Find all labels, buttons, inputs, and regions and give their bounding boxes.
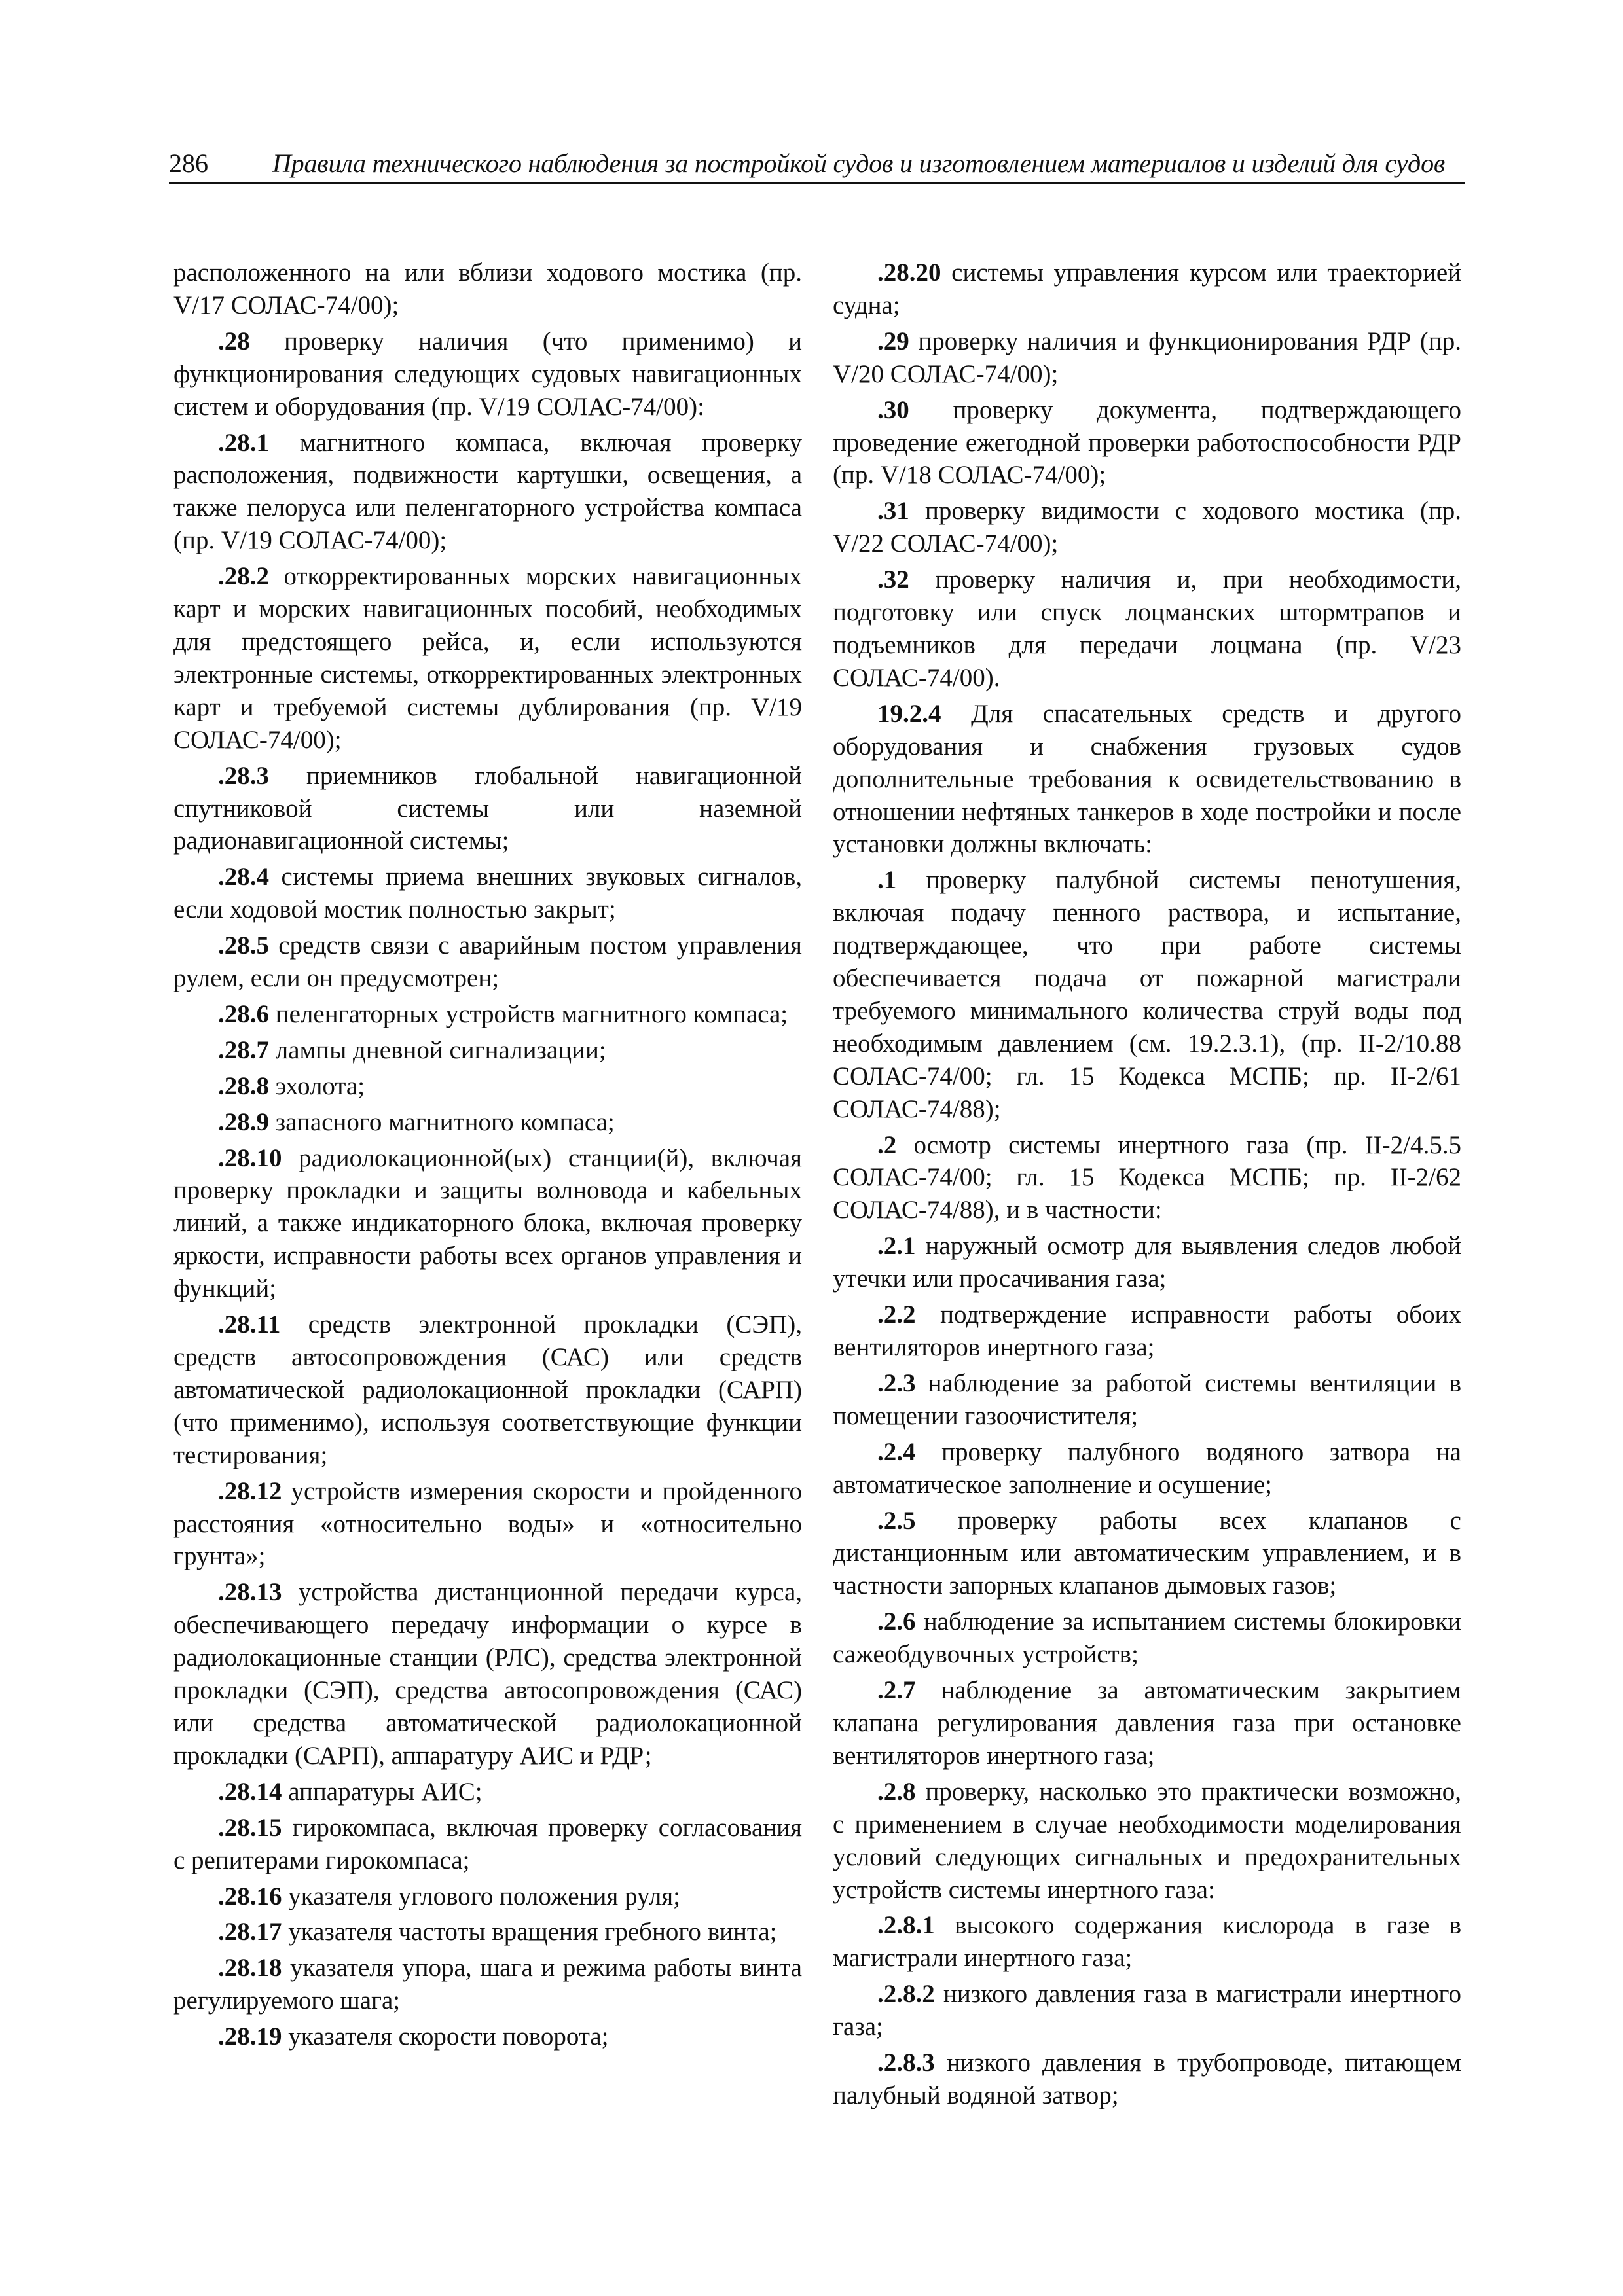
clause-number: .2.8.1 (877, 1911, 935, 1940)
paragraph (173, 1576, 802, 1772)
clause-text: средств электронной прокладки (СЭП), средств автосопровождения (САС) или средств автоматической радиолокационной прокладки (САРП) (что применимо), используя соответствующие функции тестирования; (173, 1310, 802, 1469)
paragraph (833, 394, 1461, 492)
clause-text: наблюдение за испытанием системы блокировки сажеобдувочных устройств; (833, 1607, 1461, 1669)
clause-number: .28.5 (218, 931, 269, 960)
clause-text: радиолокационной(ых) станции(й), включая проверку прокладки и защиты волновода и кабельных линий, а также индикаторного блока, включая проверку яркости, исправности работы всех органов управления и функций; (173, 1143, 802, 1303)
clause-text: указателя углового положения руля; (282, 1882, 681, 1910)
clause-text: проверку наличия (что применимо) и функционирования следующих судовых навигационных систем и оборудования (пр. V/19 СОЛАС-74/00): (173, 327, 802, 421)
clause-number: .28.6 (218, 999, 269, 1028)
clause-number: 19.2.4 (877, 699, 941, 728)
paragraph (833, 698, 1461, 861)
clause-text: проверку, насколько это практически возможно, с применением в случае необходимости моделирования условий следующих сигнальных и предохранительных устройств системы инертного газа: (833, 1777, 1461, 1904)
clause-text: проверку документа, подтверждающего проведение ежегодной проверки работоспособности РДР (пр. V/18 СОЛАС-74/00); (833, 395, 1461, 490)
clause-number: .2.8.3 (877, 2049, 935, 2077)
clause-number: .2.6 (877, 1607, 916, 1636)
paragraph (173, 1142, 802, 1306)
clause-number: .28.13 (218, 1578, 282, 1607)
clause-number: .30 (877, 395, 909, 424)
clause-number: .28.8 (218, 1071, 269, 1100)
clause-text: проверку наличия и, при необходимости, подготовку или спуск лоцманских штормтрапов и подъемников для передачи лоцмана (пр. V/23 СОЛАС-74/00). (833, 565, 1461, 692)
clause-text: Для спасательных средств и другого оборудования и снабжения грузовых судов дополнительные требования к освидетельствованию в отношении нефтяных танкеров в ходе постройки и после установки должны включать: (833, 699, 1461, 859)
clause-text: осмотр системы инертного газа (пр. II-2/4.5.5 СОЛАС-74/00; гл. 15 Кодекса МСПБ; пр. II-2/62 СОЛАС-74/88), и в частности: (833, 1130, 1461, 1225)
clause-number: .2.2 (877, 1300, 916, 1329)
clause-text: устройств измерения скорости и пройденного расстояния «относительно воды» и «относительно грунта»; (173, 1477, 802, 1571)
clause-number: .2.8.2 (877, 1980, 935, 2009)
clause-text: проверку наличия и функционирования РДР (пр. V/20 СОЛАС-74/00); (833, 327, 1461, 388)
clause-number: .32 (877, 565, 909, 594)
clause-text: средств связи с аварийным постом управления рулем, если он предусмотрен; (173, 931, 802, 993)
clause-number: .28.19 (218, 2022, 282, 2051)
paragraph (173, 1070, 802, 1103)
clause-number: .28.11 (218, 1310, 281, 1339)
paragraph (173, 427, 802, 558)
paragraph (173, 1916, 802, 1948)
paragraph (833, 2047, 1461, 2112)
clause-number: .28.7 (218, 1035, 269, 1064)
clause-text: наблюдение за автоматическим закрытием клапана регулирования давления газа при остановке вентиляторов инертного газа; (833, 1676, 1461, 1770)
paragraph (173, 861, 802, 926)
clause-text: проверку палубного водяного затвора на автоматическое заполнение и осушение; (833, 1437, 1461, 1499)
paragraph (833, 1776, 1461, 1907)
clause-number: .28.3 (218, 761, 269, 790)
clause-number: .2.4 (877, 1437, 916, 1466)
clause-text: наружный осмотр для выявления следов любой утечки или просачивания газа; (833, 1232, 1461, 1293)
paragraph (833, 1909, 1461, 1975)
clause-text: указателя скорости поворота; (282, 2022, 609, 2051)
clause-number: .28.16 (218, 1882, 282, 1910)
paragraph (173, 325, 802, 423)
paragraph (173, 1308, 802, 1472)
clause-text: гирокомпаса, включая проверку согласования с репитерами гирокомпаса; (173, 1813, 802, 1874)
paragraph (833, 1129, 1461, 1227)
clause-text: низкого давления газа в магистрали инертного газа; (833, 1980, 1461, 2041)
clause-number: .2.8 (877, 1777, 916, 1806)
paragraph (173, 1880, 802, 1913)
paragraph (173, 1776, 802, 1808)
paragraph (173, 1812, 802, 1877)
clause-text: приемников глобальной навигационной спутниковой системы или наземной радионавигационной системы; (173, 761, 802, 855)
clause-text: низкого давления в трубопроводе, питающем палубный водяной затвор; (833, 2049, 1461, 2109)
paragraph (833, 1436, 1461, 1501)
clause-number: .2.1 (877, 1232, 916, 1261)
clause-text: указателя частоты вращения гребного винта; (282, 1918, 777, 1946)
paragraph (833, 1299, 1461, 1364)
clause-text: эхолота; (269, 1071, 365, 1100)
paragraph (833, 564, 1461, 694)
clause-text: магнитного компаса, включая проверку расположения, подвижности картушки, освещения, а также пелоруса или пеленгаторного устройства компаса (пр. V/19 СОЛАС-74/00); (173, 428, 802, 555)
paragraph (833, 1505, 1461, 1603)
clause-number: .2.7 (877, 1676, 916, 1705)
page-number: 286 (169, 149, 208, 178)
paragraph (833, 325, 1461, 391)
clause-text: наблюдение за работой системы вентиляции в помещении газоочистителя; (833, 1369, 1461, 1430)
clause-number: .31 (877, 497, 909, 526)
clause-text: указателя упора, шага и режима работы винта регулируемого шага; (173, 1954, 802, 2015)
clause-number: .28.2 (218, 562, 269, 591)
clause-text: высокого содержания кислорода в газе в магистрали инертного газа; (833, 1911, 1461, 1973)
clause-text: лампы дневной сигнализации; (269, 1035, 606, 1064)
paragraph (173, 1106, 802, 1139)
clause-number: .28.10 (218, 1143, 282, 1172)
clause-text: пеленгаторных устройств магнитного компаса; (269, 999, 788, 1028)
paragraph (173, 257, 802, 322)
running-header (169, 145, 1465, 184)
paragraph (173, 560, 802, 756)
left-column (173, 257, 802, 2056)
paragraph (173, 760, 802, 858)
paragraph (833, 1230, 1461, 1295)
paragraph (833, 1367, 1461, 1433)
clause-number: .2.3 (877, 1369, 916, 1397)
clause-number: .2.5 (877, 1506, 916, 1535)
clause-text: расположенного на или вблизи ходового мостика (пр. V/17 СОЛАС-74/00); (173, 259, 802, 319)
clause-text: проверку палубной системы пенотушения, включая подачу пенного раствора, и испытание, подтверждающее, что при работе системы обеспечивается подача от пожарной магистрали требуемого минимального количества струй воды под необходимым давлением (см. 19.2.3.1), (пр. II-2/10.88 СОЛАС-74/00; гл. 15 Кодекса МСПБ; пр. II-2/61 СОЛАС-74/88); (833, 866, 1461, 1123)
clause-number: .28.4 (218, 863, 269, 891)
right-column (833, 257, 1461, 2115)
clause-text: проверку видимости с ходового мостика (пр. V/22 СОЛАС-74/00); (833, 497, 1461, 558)
clause-number: .1 (877, 866, 897, 895)
clause-number: .28.1 (218, 428, 269, 457)
paragraph (173, 1475, 802, 1573)
paragraph (173, 2020, 802, 2053)
clause-text: аппаратуры АИС; (282, 1777, 483, 1806)
clause-number: .28 (218, 327, 250, 355)
paragraph (833, 257, 1461, 322)
paragraph (833, 495, 1461, 560)
paragraph (833, 1605, 1461, 1671)
paragraph (833, 864, 1461, 1125)
paragraph (173, 1952, 802, 2017)
paragraph (833, 1978, 1461, 2043)
clause-text: устройства дистанционной передачи курса, обеспечивающего передачу информации о курсе в радиолокационные станции (РЛС), средства электронной прокладки (СЭП), средства автосопровождения (САС) или средства автоматической радиолокационной прокладки (САРП), аппаратуру АИС и РДР; (173, 1578, 802, 1770)
clause-text: откорректированных морских навигационных карт и морских навигационных пособий, необходимых для предстоящего рейса, и, если используются электронные системы, откорректированных электронных карт и требуемой системы дублирования (пр. V/19 СОЛАС-74/00); (173, 562, 802, 754)
clause-text: системы приема внешних звуковых сигналов, если ходовой мостик полностью закрыт; (173, 863, 802, 924)
clause-number: .2 (877, 1130, 897, 1159)
clause-text: подтверждение исправности работы обоих вентиляторов инертного газа; (833, 1300, 1461, 1361)
paragraph (173, 1034, 802, 1067)
clause-number: .28.9 (218, 1107, 269, 1136)
clause-number: .28.17 (218, 1918, 282, 1946)
paragraph (833, 1674, 1461, 1772)
clause-number: .28.14 (218, 1777, 282, 1806)
running-title: Правила технического наблюдения за постройкой судов и изготовлением материалов и изделий для судов (272, 149, 1446, 178)
clause-number: .28.18 (218, 1954, 282, 1982)
clause-number: .28.12 (218, 1477, 282, 1505)
clause-number: .29 (877, 327, 909, 355)
clause-text: проверку работы всех клапанов с дистанционным или автоматическим управлением, и в частности запорных клапанов дымовых газов; (833, 1506, 1461, 1600)
paragraph (173, 929, 802, 995)
clause-number: .28.15 (218, 1813, 282, 1842)
clause-text: запасного магнитного компаса; (269, 1107, 615, 1136)
clause-number: .28.20 (877, 259, 941, 287)
paragraph (173, 998, 802, 1031)
clause-text: системы управления курсом или траекторией судна; (833, 259, 1461, 319)
